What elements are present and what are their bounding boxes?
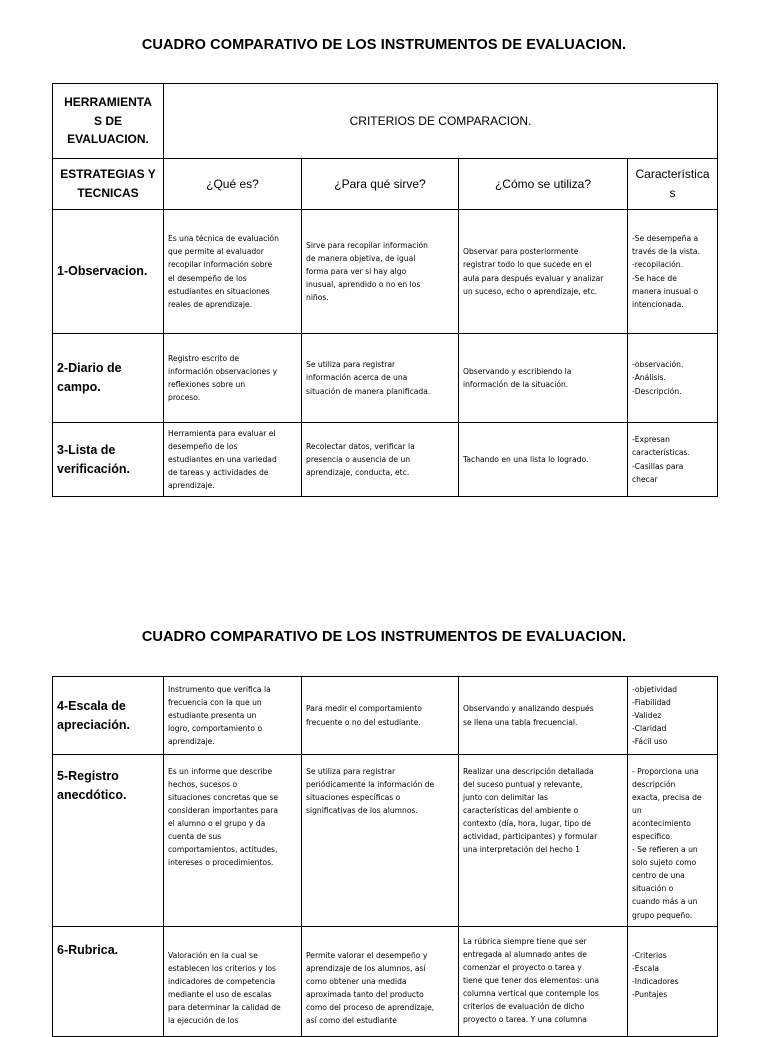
cell-que-es: Es un informe que describe hechos, sucesos o situaciones concretas que se consideran importantes para el alumno o el grupo y da cuenta de sus comportamientos, actitudes, intereses o procedimientos. <box>164 755 302 927</box>
table-row <box>53 755 718 927</box>
row-label: 1-Observacion. <box>53 210 164 334</box>
table-row <box>53 210 718 334</box>
cell-para-que: Para medir el comportamiento frecuente o no del estudiante. <box>302 677 459 755</box>
cell-que-es: Registro escrito de información observaciones y reflexiones sobre un proceso. <box>164 334 302 423</box>
cell-para-que: Recolectar datos, verificar la presencia o ausencia de un aprendizaje, conducta, etc. <box>302 423 459 497</box>
comparison-table-2 <box>52 676 718 1037</box>
table-row <box>53 927 718 1037</box>
cell-como: Observar para posteriormente registrar todo lo que sucede en el aula para después evaluar y analizar un suceso, echo o aprendizaje, etc. <box>459 210 628 334</box>
cell-como: Observando y escribiendo la información de la situación. <box>459 334 628 423</box>
row-label: 4-Escala de apreciación. <box>53 677 164 755</box>
cell-como: La rúbrica siempre tiene que ser entregada al alumnado antes de comenzar el proyecto o tarea y tiene que tener dos elementos: una columna vertical que contemple los criterios de evaluación de dicho proyecto o tarea. Y una columna <box>459 927 628 1037</box>
cell-caracteristicas: -Se desempeña a través de la vista. -recopilación. -Se hace de manera inusual o intencionada. <box>628 210 718 334</box>
cell-caracteristicas: -observación. -Análisis. -Descripción. <box>628 334 718 423</box>
cell-caracteristicas: -objetividad -Fiabilidad -Validez -Claridad -Fácil uso <box>628 677 718 755</box>
cell-para-que: Se utiliza para registrar información acerca de una situación de manera planificada. <box>302 334 459 423</box>
cell-caracteristicas: - Proporciona una descripción exacta, precisa de un acontecimiento específico. - Se refieren a un solo sujeto como centro de una situación o cuando más a un grupo pequeño. <box>628 755 718 927</box>
cell-que-es: Instrumento que verifica la frecuencia con la que un estudiante presenta un logro, comportamiento o aprendizaje. <box>164 677 302 755</box>
page-title-1: CUADRO COMPARATIVO DE LOS INSTRUMENTOS DE EVALUACION. <box>141 37 627 53</box>
table-row <box>53 334 718 423</box>
comparison-table-1 <box>52 83 718 497</box>
cell-como: Observando y analizando después se llena una tabla frecuencial. <box>459 677 628 755</box>
row-label: 3-Lista de verificación. <box>53 423 164 497</box>
cell-que-es: Herramienta para evaluar el desempeño de los estudiantes en una variedad de tareas y actividades de aprendizaje. <box>164 423 302 497</box>
cell-caracteristicas: -Expresan características. -Casillas para checar <box>628 423 718 497</box>
cell-para-que: Permite valorar el desempeño y aprendizaje de los alumnos, así como obtener una medida aproximada tanto del producto como del proceso de aprendizaje, así como del estudiante <box>302 927 459 1037</box>
table-row <box>53 423 718 497</box>
cell-como: Realizar una descripción detallada del suceso puntual y relevante, junto con delimitar las características del ambiente o contexto (día, hora, lugar, tipo de actividad, participantes) y formular una interpretación del hecho 1 <box>459 755 628 927</box>
cell-que-es: Valoración en la cual se establecen los criterios y los indicadores de competencia mediante el uso de escalas para determinar la calidad de la ejecución de los <box>164 927 302 1037</box>
page-title-2: CUADRO COMPARATIVO DE LOS INSTRUMENTOS DE EVALUACION. <box>141 629 627 645</box>
header-strategies: ESTRATEGIAS Y TECNICAS <box>53 159 164 210</box>
cell-para-que: Se utiliza para registrar periódicamente la información de situaciones específicas o significativas de los alumnos. <box>302 755 459 927</box>
header-criteria: CRITERIOS DE COMPARACION. <box>164 84 718 159</box>
row-label: 6-Rubrica. <box>53 927 164 1037</box>
header-tools: HERRAMIENTA S DE EVALUACION. <box>53 84 164 159</box>
row-label: 5-Registro anecdótico. <box>53 755 164 927</box>
cell-que-es: Es una técnica de evaluación que permite al evaluador recopilar información sobre el desempeño de los estudiantes en situaciones reales de aprendizaje. <box>164 210 302 334</box>
column-header-que-es: ¿Qué es? <box>164 159 302 210</box>
column-header-como: ¿Cómo se utiliza? <box>459 159 628 210</box>
column-header-caracteristicas: Característica s <box>628 159 718 210</box>
table-row <box>53 677 718 755</box>
cell-como: Tachando en una lista lo logrado. <box>459 423 628 497</box>
row-label: 2-Diario de campo. <box>53 334 164 423</box>
column-header-para-que: ¿Para qué sirve? <box>302 159 459 210</box>
cell-caracteristicas: -Criterios -Escala -Indicadores -Puntajes <box>628 927 718 1037</box>
cell-para-que: Sirve para recopilar información de manera objetiva, de igual forma para ver si hay algo inusual, aprendido o no en los niños. <box>302 210 459 334</box>
